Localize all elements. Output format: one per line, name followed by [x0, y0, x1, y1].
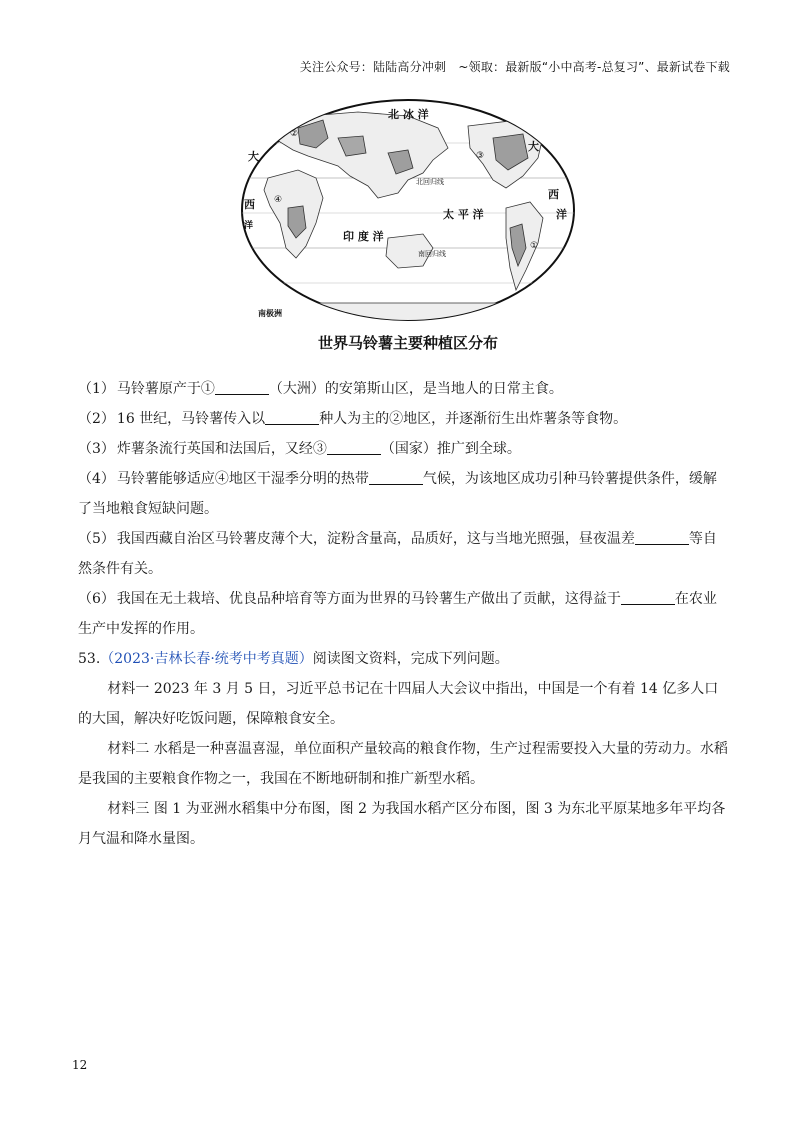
question-text: 16 世纪，马铃薯传入以 — [116, 411, 266, 427]
question-content — [78, 374, 728, 854]
question-number: （1） — [78, 381, 115, 397]
atlantic-west-char-1: 大 — [248, 150, 259, 163]
antarctica-label: 南极洲 — [258, 309, 282, 318]
material-3: 材料三 图 1 为亚洲水稻集中分布图，图 2 为我国水稻产区分布图，图 3 为东北平原某地多年平均各月气温和降水量图。 — [78, 801, 726, 847]
world-potato-map — [238, 98, 578, 360]
map-caption: 世界马铃薯主要种植区分布 — [317, 334, 498, 352]
question-text: 等自然条件有关。 — [78, 531, 717, 577]
question-4 — [78, 464, 728, 524]
question-text: （国家）推广到全球。 — [380, 441, 521, 457]
question-number: （4） — [78, 471, 115, 487]
pacific-ocean-label: 太 平 洋 — [443, 208, 484, 221]
arctic-ocean-label: 北 冰 洋 — [388, 108, 429, 121]
tropic-cancer-label: 北回归线 — [416, 178, 444, 186]
page-header: 关注公众号：陆陆高分冲刺 ~领取：最新版“小中高考-总复习”、最新试卷下载 — [299, 60, 730, 74]
question-text: 炸薯条流行英国和法国后，又经③ — [116, 441, 327, 457]
question-2 — [78, 404, 728, 434]
world-map-graphic — [238, 98, 578, 328]
marker-1: ① — [530, 241, 539, 251]
answer-blank[interactable] — [215, 380, 269, 395]
question-number: （5） — [78, 531, 115, 547]
question-number: （2） — [78, 411, 115, 427]
indian-ocean-label: 印 度 洋 — [343, 230, 384, 243]
atlantic-west-char-2: 西 — [244, 198, 255, 211]
question-53 — [78, 644, 728, 674]
atlantic-east-char-1: 大 — [528, 140, 539, 153]
marker-3: ③ — [476, 151, 485, 161]
question-text: 在农业生产中发挥的作用。 — [78, 591, 717, 637]
question-text: 马铃薯能够适应④地区干湿季分明的热带 — [116, 471, 369, 487]
answer-blank[interactable] — [635, 530, 689, 545]
tropic-capricorn-label: 南回归线 — [418, 250, 446, 258]
question-5 — [78, 524, 728, 584]
answer-blank[interactable] — [621, 590, 675, 605]
question-source-link[interactable]: （2023·吉林长春·统考中考真题） — [100, 651, 313, 667]
question-number: 53. — [78, 651, 101, 667]
question-number: （6） — [78, 591, 115, 607]
question-text: 我国西藏自治区马铃薯皮薄个大，淀粉含量高，品质好，这与当地光照强，昼夜温差 — [116, 531, 635, 547]
question-text: 马铃薯原产于① — [116, 381, 215, 397]
atlantic-east-char-2: 西 — [548, 188, 559, 201]
answer-blank[interactable] — [369, 470, 423, 485]
question-prompt: 阅读图文资料，完成下列问题。 — [312, 651, 509, 667]
question-text: 种人为主的②地区，并逐渐衍生出炸薯条等食物。 — [319, 411, 628, 427]
question-6 — [78, 584, 728, 644]
atlantic-west-char-3: 洋 — [244, 221, 254, 231]
question-3 — [78, 434, 728, 464]
marker-4: ④ — [274, 195, 283, 205]
atlantic-east-char-3: 洋 — [556, 208, 567, 221]
material-1: 材料一 2023 年 3 月 5 日，习近平总书记在十四届人大会议中指出，中国是一个有着 14 亿多人口的大国，解决好吃饭问题，保障粮食安全。 — [78, 681, 719, 727]
question-text: 我国在无土栽培、优良品种培育等方面为世界的马铃薯生产做出了贡献，这得益于 — [116, 591, 621, 607]
question-number: （3） — [78, 441, 115, 457]
marker-2: ② — [290, 129, 299, 139]
question-text: （大洲）的安第斯山区，是当地人的日常主食。 — [268, 381, 563, 397]
answer-blank[interactable] — [265, 410, 319, 425]
question-1 — [78, 374, 728, 404]
answer-blank[interactable] — [327, 440, 381, 455]
question-text: 气候，为该地区成功引种马铃薯提供条件，缓解了当地粮食短缺问题。 — [78, 471, 717, 517]
page-number: 12 — [72, 1058, 88, 1072]
material-2: 材料二 水稻是一种喜温喜湿，单位面积产量较高的粮食作物，生产过程需要投入大量的劳动力。水稻是我国的主要粮食作物之一，我国在不断地研制和推广新型水稻。 — [78, 741, 728, 787]
